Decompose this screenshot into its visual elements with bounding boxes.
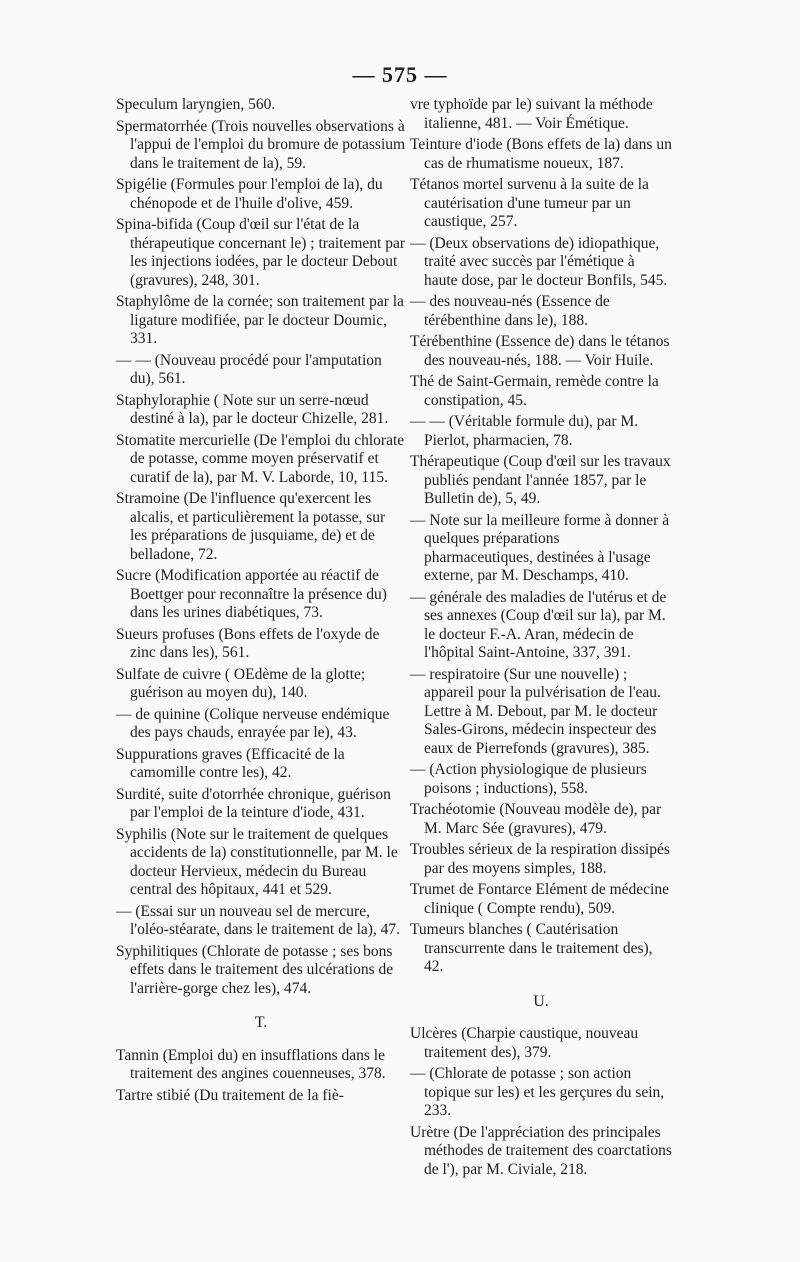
page-number: — 575 — (352, 62, 448, 87)
index-entry: Surdité, suite d'otorrhée chronique, guérison par l'emploi de la teinture d'iode, 431. (116, 785, 391, 821)
index-entry: — (Essai sur un nouveau sel de mercure, l'oléo-stéarate, dans le traitement de la), 47. (116, 902, 401, 938)
index-entry: Spermatorrhée (Trois nouvelles observations à l'appui de l'emploi du bromure de potassium dans le traitement de la), 59. (116, 117, 406, 172)
index-entry: Stomatite mercurielle (De l'emploi du chlorate de potasse, comme moyen préservatif et curatif de la), par M. V. Laborde, 10, 115. (116, 431, 405, 486)
index-entry: Spina-bifida (Coup d'œil sur l'état de la thérapeutique concernant le) ; traitement par les injections iodées, par le docteur Debout (gravures), 248, 301. (116, 216, 405, 289)
index-entry: Thé de Saint-Germain, remède contre la constipation, 45. (410, 373, 659, 409)
index-entry: — (Chlorate de potasse ; son action topique sur les) et les gerçures du sein, 233. (410, 1065, 665, 1119)
section-letter-t: T. (254, 1014, 268, 1031)
index-entry: Syphilitiques (Chlorate de potasse ; ses bons effets dans le traitement des ulcérations de l'arrière-gorge chez les), 474. (116, 942, 394, 997)
index-entry: — de quinine (Colique nerveuse endémique des pays chauds, enrayée par le), 43. (116, 705, 390, 741)
index-entry: Sucre (Modification apportée au réactif de Boettger pour reconnaître la présence du) dans les urines diabétiques, 73. (116, 567, 387, 621)
index-entry: Spigélie (Formules pour l'emploi de la), du chénopode et de l'huile d'olive, 459. (116, 176, 383, 212)
section-letter-u: U. (533, 992, 549, 1010)
index-entry: Staphyloraphie ( Note sur un serre-nœud destiné à la), par le docteur Chizelle, 281. (116, 391, 389, 427)
index-entry: — des nouveau-nés (Essence de térébenthine dans le), 188. (410, 293, 610, 329)
index-entry: Thérapeutique (Coup d'œil sur les travaux publiés pendant l'année 1857, par le Bulletin de), 5, 49. (410, 453, 671, 507)
index-entry: Stramoine (De l'influence qu'exercent les alcalis, et particulièrement la potasse, sur les préparations de jusquiame, de) et de belladone, 72. (116, 490, 386, 563)
index-entry: — respiratoire (Sur une nouvelle) ; appareil pour la pulvérisation de l'eau. Lettre à M. Debout, par M. le docteur Sales-Girons, médecin inspecteur des eaux de Pierrefonds (gravures), 385. (410, 665, 661, 757)
index-entry: — (Action physiologique de plusieurs poisons ; inductions), 558. (410, 761, 647, 797)
index-entry: Térébenthine (Essence de) dans le tétanos des nouveau-nés, 188. — Voir Huile. (410, 333, 670, 369)
index-entry: Sueurs profuses (Bons effets de l'oxyde de zinc dans les), 561. (116, 625, 380, 661)
index-entry: — — (Véritable formule du), par M. Pierlot, pharmacien, 78. (410, 413, 639, 449)
index-entry: Tartre stibié (Du traitement de la fiè- (116, 1086, 344, 1104)
index-entry: Suppurations graves (Efficacité de la camomille contre les), 42. (116, 745, 345, 781)
index-entry: Urètre (De l'appréciation des principales méthodes de traitement des coarctations de l'), par M. Civiale, 218. (410, 1123, 672, 1178)
index-entry: Ulcères (Charpie caustique, nouveau traitement des), 379. (410, 1025, 639, 1061)
index-entry: Speculum laryngien, 560. (116, 96, 276, 113)
index-entry: Trachéotomie (Nouveau modèle de), par M. Marc Sée (gravures), 479. (410, 801, 662, 837)
index-entry: vre typhoïde par le) suivant la méthode italienne, 481. — Voir Émétique. (410, 96, 653, 132)
index-entry: Tétanos mortel survenu à la suite de la cautérisation d'une tumeur par un caustique, 257. (410, 176, 649, 230)
index-entry: Sulfate de cuivre ( OEdème de la glotte; guérison au moyen du), 140. (116, 665, 366, 701)
index-entry: Trumet de Fontarce Elément de médecine clinique ( Compte rendu), 509. (410, 881, 669, 917)
index-entry: Syphilis (Note sur le traitement de quelques accidents de la) constitutionnelle, par M. le docteur Hervieux, médecin du Bureau central des hôpitaux, 441 et 529. (116, 825, 398, 898)
index-entry: Tumeurs blanches ( Cautérisation transcurrente dans le traitement des), 42. (410, 921, 653, 975)
index-column-right (410, 96, 672, 1182)
index-entry: — Note sur la meilleure forme à donner à quelques préparations pharmaceutiques, destinées à l'usage externe, par M. Deschamps, 410. (410, 511, 670, 584)
index-entry: — générale des maladies de l'utérus et de ses annexes (Coup d'œil sur la), par M. le docteur F.-A. Aran, médecin de l'hôpital Saint-Antoine, 337, 391. (410, 588, 667, 661)
index-entry: Teinture d'iode (Bons effets de la) dans un cas de rhumatisme noueux, 187. (410, 136, 672, 172)
index-entry: Troubles sérieux de la respiration dissipés par des moyens simples, 188. (410, 841, 670, 877)
index-entry: — — (Nouveau procédé pour l'amputation du), 561. (116, 351, 382, 387)
index-column-left (116, 96, 406, 1108)
index-entry: — (Deux observations de) idiopathique, traité avec succès par l'émétique à haute dose, par le docteur Bonfils, 545. (410, 234, 668, 289)
index-entry: Staphylôme de la cornée; son traitement par la ligature modifiée, par le docteur Doumic, 331. (116, 293, 404, 347)
index-entry: Tannin (Emploi du) en insufflations dans le traitement des angines couenneuses, 378. (116, 1046, 386, 1082)
